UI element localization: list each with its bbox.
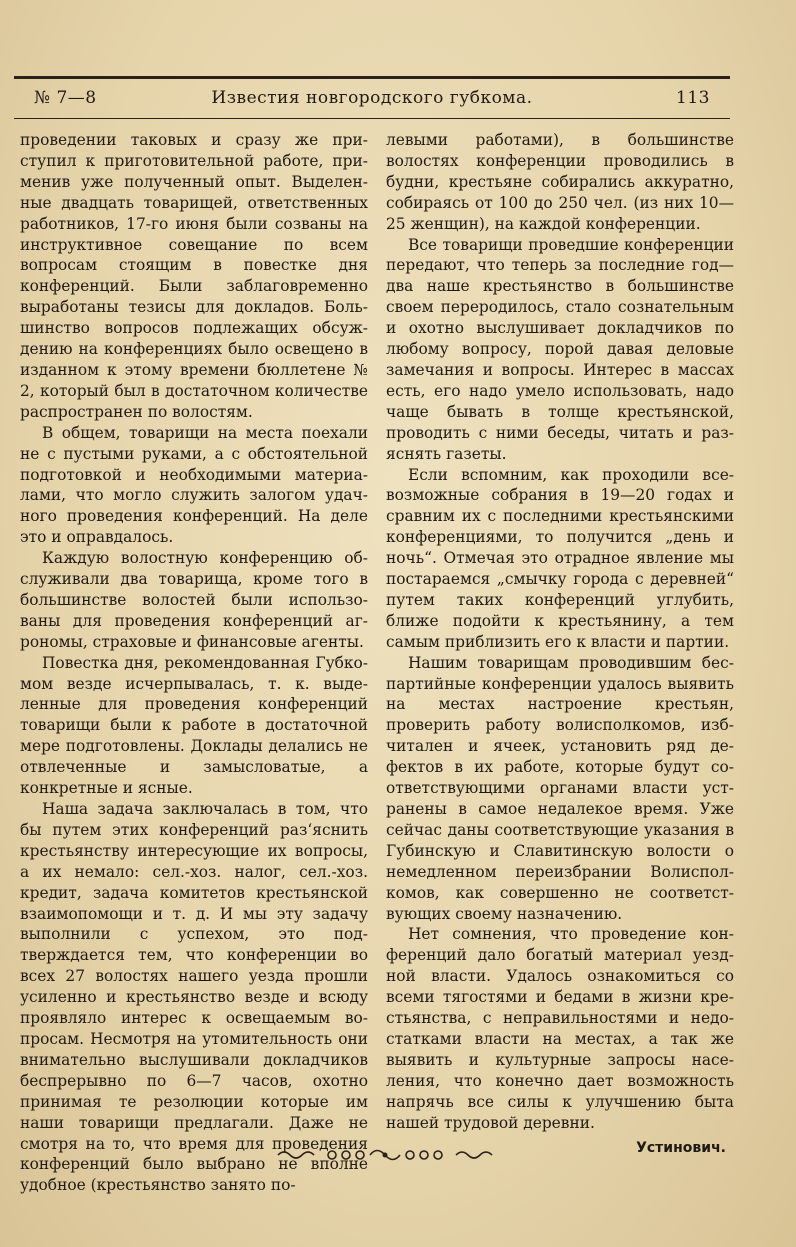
author-signature: Устинович. [636, 1139, 726, 1156]
right-column [386, 130, 734, 1158]
header-bottom-rule [14, 118, 730, 119]
paragraph: Нашим товарищам проводившим беспартийные конференции удалось выявить на местах настроение крестьян, проверить работу волисполкомов, избчитален и ячеек, установить ряд дефектов в их работе, которые будут соответствующими органами власти устранены в самое недалекое время. Уже сейчас даны соответствующие указания в Губинскую и Славитинскую волости о немедленном переизбрании Волисполкомов, как совершенно не соответствующих своему назначению. [386, 653, 734, 923]
paragraph: В общем, товарищи на места поехали не с пустыми руками, а с обстоятельной подготовкой и необходимыми материалами, что могло служить залогом удачного проведения конференций. На деле это и оправдалось. [20, 423, 368, 547]
header-top-rule [14, 76, 730, 79]
ornament-divider-icon [270, 1142, 500, 1168]
paragraph: Нет сомнения, что проведение конференций дало богатый материал уездной власти. Удалось ознакомиться со всеми тягостями и бедами в жизни крестьянства, с неправильностями и недостатками власти на местах, а так же выявить и культурные запросы населения, что конечно дает возможность напрячь все силы к улучшению быта нашей трудовой деревни. [386, 925, 734, 1132]
paragraph: Наша задача заключалась в том, что бы путем этих конференций раз‘яснить крестьянству интересующие их вопросы, а их немало: сел.-хоз. налог, сел.-хоз. кредит, задача комитетов крестьянской взаимопомощи и т. д. И мы эту задачу выполнили с успехом, это подтверждается тем, что конференции во всех 27 волостях нашего уезда прошли усиленно и крестьянство везде и всюду проявляло интерес к освещаемым вопросам. Несмотря на утомительность они внимательно выслушивали докладчиков беспрерывно по 6—7 часов, охотно принимая те резолюции которые им наши товарищи предлагали. Даже не смотря на то, что время для проведения конференций было выбрано не вполне удобное (крестьянство занято по- [20, 800, 368, 1195]
paragraph: Повестка дня, рекомендованная Губкомом везде исчерпывалась, т. к. выделенные для проведения конференций товарищи были к работе в достаточной мере подготовлены. Доклады делались не отвлеченные и замысловатые, а конкретные и ясные. [20, 653, 368, 798]
paragraph: Все товарищи проведшие конференции передают, что теперь за последние год—два наше крестьянство в большинстве своем переродилось, стало сознательным и охотно выслушивает докладчиков по любому вопросу, порой давая деловые замечания и вопросы. Интерес в массах есть, его надо умело использовать, надо чаще бывать в толще крестьянской, проводить с ними беседы, читать и разяснять газеты. [386, 235, 734, 463]
page-number: 113 [676, 88, 710, 108]
journal-title: Известия новгородского губкома. [211, 88, 533, 108]
page-header [14, 80, 730, 114]
left-column [20, 130, 368, 1196]
issue-number: № 7—8 [34, 88, 97, 108]
paragraph: левыми работами), в большинстве волостях конференции проводились в будни, крестьяне собирались аккуратно, собираясь от 100 до 250 чел. (из них 10—25 женщин), на каждой конференции. [386, 131, 734, 233]
paragraph: Каждую волостную конференцию обслуживали два товарища, кроме того в большинстве волостей были использованы для проведения конференций агрономы, страховые и финансовые агенты. [20, 549, 368, 651]
paragraph: проведении таковых и сразу же приступил к приготовительной работе, применив уже полученный опыт. Выделенные двадцать товарищей, ответственных работников, 17-го июня были созваны на инструктивное совещание по всем вопросам стоящим в повестке дня конференций. Были заблаговременно выработаны тезисы для докладов. Большинство вопросов подлежащих обсуждению на конференциях было освещено в изданном к этому времени бюллетене № 2, который был в достаточном количестве распространен по волостям. [20, 131, 368, 421]
paragraph: Если вспомним, как проходили всевозможные собрания в 19—20 годах и сравним их с последними крестьянскими конференциями, то получится „день и ночь“. Отмечая это отрадное явление мы постараемся „смычку города с деревней“ путем таких конференций углубить, ближе подойти к крестьянину, а тем самым приблизить его к власти и партии. [386, 465, 734, 651]
